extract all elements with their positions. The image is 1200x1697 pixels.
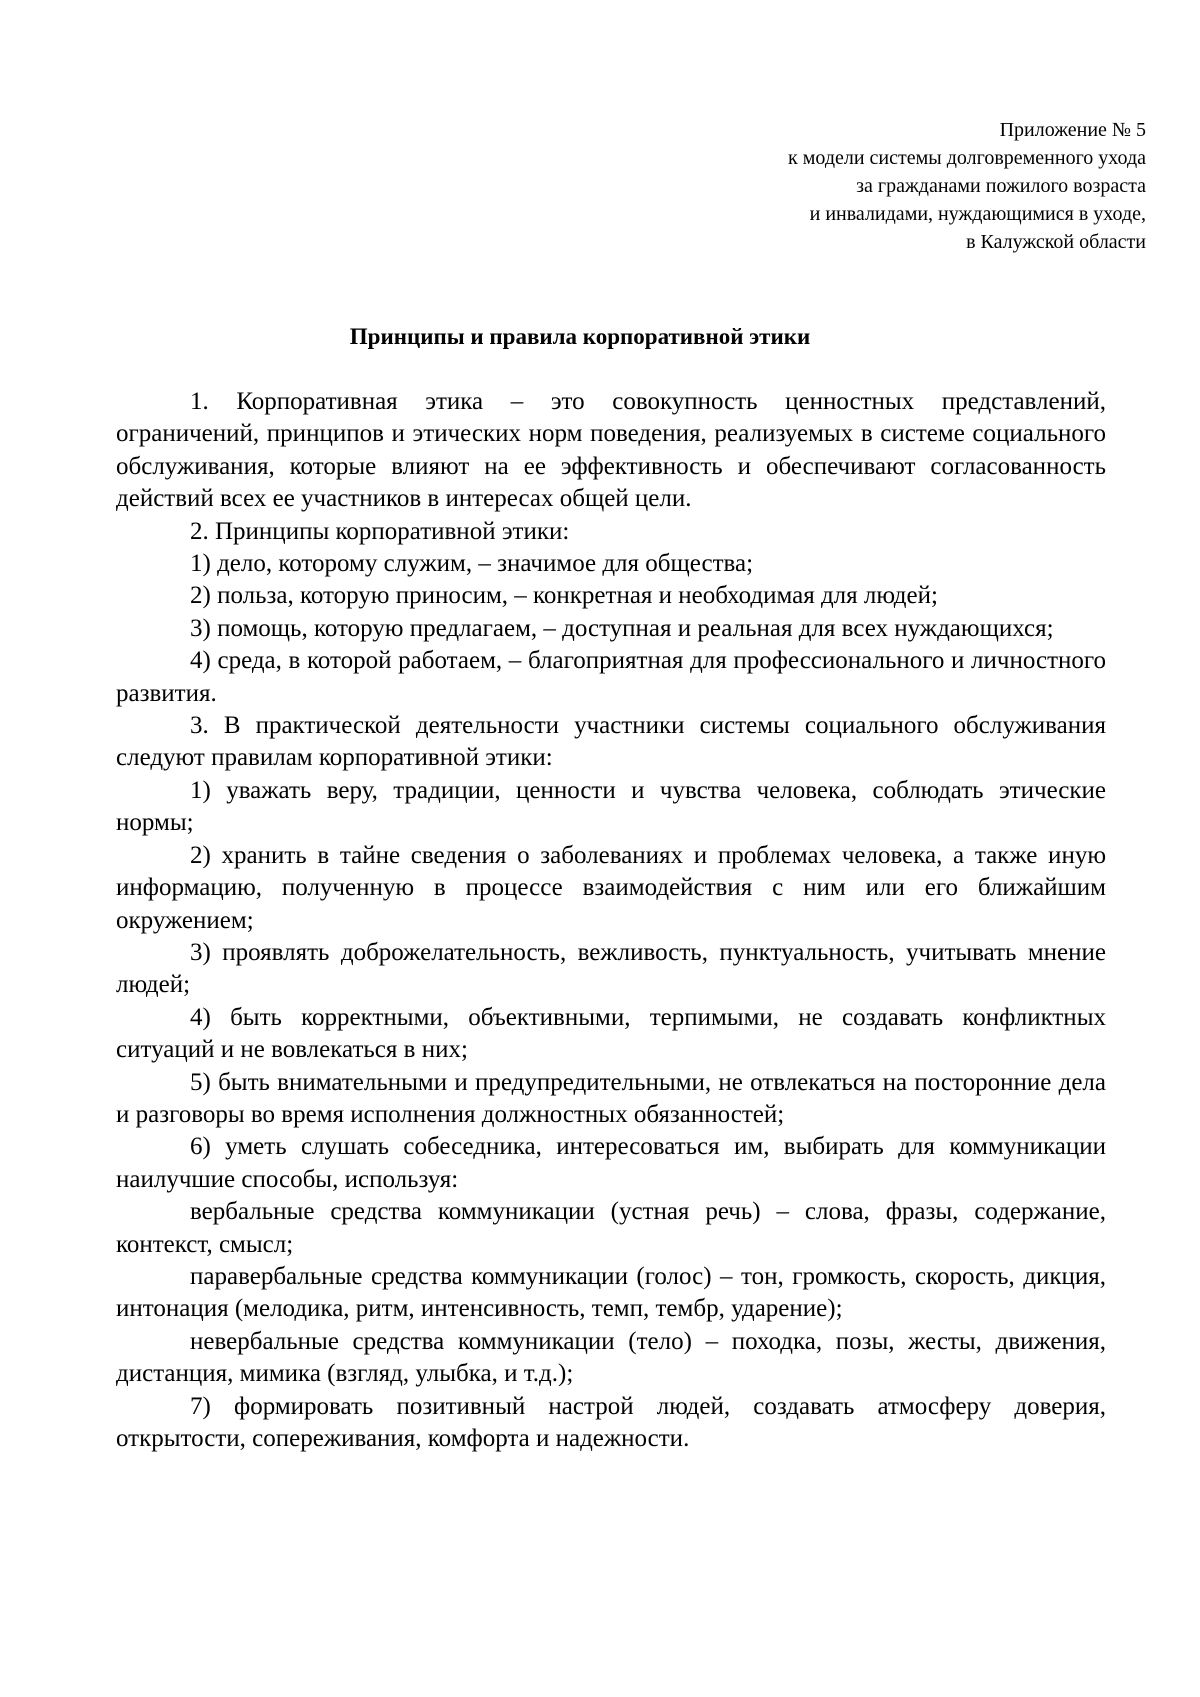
paragraph: 3) проявлять доброжелательность, вежливость, пунктуальность, учитывать мнение людей; [116,938,1106,999]
appendix-line: за гражданами пожилого возраста [856,175,1146,197]
appendix-line: и инвалидами, нуждающимися в уходе, [809,203,1146,225]
paragraph: 4) среда, в которой работаем, – благоприятная для профессионального и личностного развития. [116,647,1106,707]
document-body [116,386,1106,1455]
paragraph: 1) уважать веру, традиции, ценности и чувства человека, соблюдать этические нормы; [116,776,1106,837]
paragraph: 6) уметь слушать собеседника, интересоваться им, выбирать для коммуникации наилучшие способы, используя: [116,1133,1106,1193]
paragraph: 1. Корпоративная этика – это совокупность ценностных представлений, ограничений, принципов и этических норм поведения, реализуемых в системе социального обслуживания, которые влияют на ее эффективность и обеспечивают согласованность действий всех ее участников в интересах общей цели. [116,388,1106,513]
paragraph: паравербальные средства коммуникации (голос) – тон, громкость, скорость, дикция, интонация (мелодика, ритм, интенсивность, темп, тембр, ударение); [116,1262,1106,1323]
appendix-line: в Калужской области [966,231,1146,253]
appendix-line: Приложение № 5 [999,119,1146,141]
paragraph: 2) польза, которую приносим, – конкретная и необходимая для людей; [190,582,938,610]
paragraph: 7) формировать позитивный настрой людей, создавать атмосферу доверия, открытости, сопереживания, комфорта и надежности. [116,1392,1106,1452]
paragraph: вербальные средства коммуникации (устная речь) – слова, фразы, содержание, контекст, смысл; [116,1198,1106,1258]
paragraph: 3. В практической деятельности участники системы социального обслуживания следуют правилам корпоративной этики: [116,712,1106,772]
appendix-line: к модели системы долговременного ухода [788,147,1146,169]
paragraph: 3) помощь, которую предлагаем, – доступная и реальная для всех нуждающихся; [190,614,1054,642]
paragraph: 4) быть корректными, объективными, терпимыми, не создавать конфликтных ситуаций и не вовлекаться в них; [116,1003,1106,1064]
paragraph: 1) дело, которому служим, – значимое для общества; [190,550,754,578]
paragraph: невербальные средства коммуникации (тело) – походка, позы, жесты, движения, дистанция, мимика (взгляд, улыбка, и т.д.); [116,1327,1106,1388]
paragraph: 5) быть внимательными и предупредительными, не отвлекаться на посторонние дела и разговоры во время исполнения должностных обязанностей; [116,1068,1106,1128]
appendix-header [788,116,1146,256]
paragraph: 2) хранить в тайне сведения о заболеваниях и проблемах человека, а также иную информацию, полученную в процессе взаимодействия с ним или его ближайшим окружением; [116,841,1106,934]
document-title: Принципы и правила корпоративной этики [349,324,811,349]
paragraph: 2. Принципы корпоративной этики: [190,517,570,545]
